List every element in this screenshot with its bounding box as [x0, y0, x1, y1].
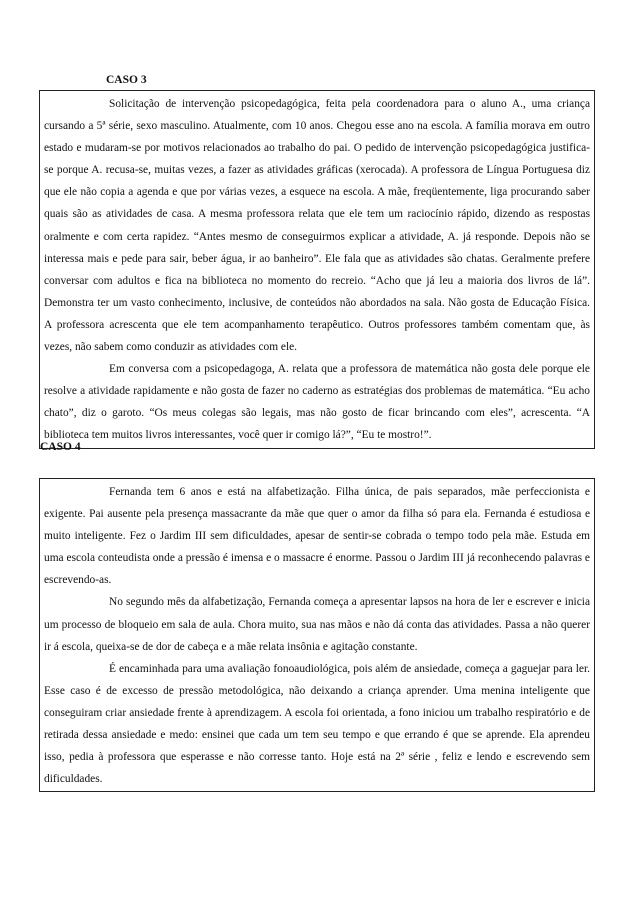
case-3-heading: CASO 3 [106, 74, 147, 86]
case-4-heading: CASO 4 [40, 441, 81, 453]
case-3-paragraph-1: Solicitação de intervenção psicopedagógica, feita pela coordenadora para o aluno A., uma criança cursando a 5ª série, sexo masculino. Atualmente, com 10 anos. Chegou esse ano na escola. A família morava em outro estado e mudaram-se por motivos relacionados ao trabalho do pai. O pedido de intervenção psicopedagógica justifica-se porque A. recusa-se, muitas vezes, a fazer as atividades gráficas (xerocada). A professora de Língua Portuguesa diz que ele não copia a agenda e que por várias vezes, a esquece na escola. A mãe, freqüentemente, liga procurando saber quais são as atividades de casa. A mesma professora relata que ele tem um raciocínio rápido, dizendo as respostas oralmente e com certa rapidez. “Antes mesmo de conseguirmos explicar a atividade, A. já responde. Depois não se interessa mais e pede para sair, beber água, ir ao banheiro”. Ele fala que as atividades são chatas. Geralmente prefere conversar com adultos e fica na biblioteca no momento do recreio. “Acho que já leu a maioria dos livros de lá”. Demonstra ter um vasto conhecimento, inclusive, de conteúdos não abordados na sala. Não gosta de Educação Física. A professora acrescenta que ele tem acompanhamento terapêutico. Outros professores também comentam que, às vezes, não sabem como conduzir as atividades com ele. [44, 98, 590, 354]
case-4-paragraph-3: É encaminhada para uma avaliação fonoaudiológica, pois além de ansiedade, começa a gaguejar para ler. Esse caso é de excesso de pressão metodológica, não deixando a criança aprender. Uma menina inteligente que conseguiram criar ansiedade frente à aprendizagem. A escola foi orientada, a fono iniciou um trabalho respiratório e de retirada dessa ansiedade e medo: ensinei que cada um tem seu tempo e que errando é que se aprende. Ela aprendeu isso, pedia à professora que esperasse e não corresse tanto. Hoje está na 2ª série , feliz e lendo e escrevendo sem dificuldades. [44, 662, 590, 786]
case-4-paragraph-2: No segundo mês da alfabetização, Fernanda começa a apresentar lapsos na hora de ler e escrever e inicia um processo de bloqueio em sala de aula. Chora muito, sua nas mãos e não dá conta das atividades. Passa a não querer ir á escola, queixa-se de dor de cabeça e a mãe relata insônia e agitação constante. [44, 596, 590, 653]
case-4-paragraph-1: Fernanda tem 6 anos e está na alfabetização. Filha única, de pais separados, mãe perfeccionista e exigente. Pai ausente pela presença massacrante da mãe que quer o amor da filha só para ela. Fernanda é estudiosa e muito inteligente. Fez o Jardim III sem dificuldades, apesar de sentir-se cobrada o tempo todo pela mãe. Estuda em uma escola conteudista onde a pressão é imensa e o massacre é enorme. Passou o Jardim III já reconhecendo palavras e escrevendo-as. [44, 486, 590, 587]
case-3-paragraph-2: Em conversa com a psicopedagoga, A. relata que a professora de matemática não gosta dele porque ele resolve a atividade rapidamente e não gosta de fazer no caderno as estratégias dos problemas de matemática. “Eu acho chato”, diz o garoto. “Os meus colegas são legais, mas não gosto de ficar brincando com eles”, acrescenta. “A biblioteca tem muitos livros interessantes, você quer ir comigo lá?”, “Eu te mostro!”. [44, 363, 590, 442]
case-3-box [39, 90, 595, 449]
case-4-box [39, 478, 595, 792]
